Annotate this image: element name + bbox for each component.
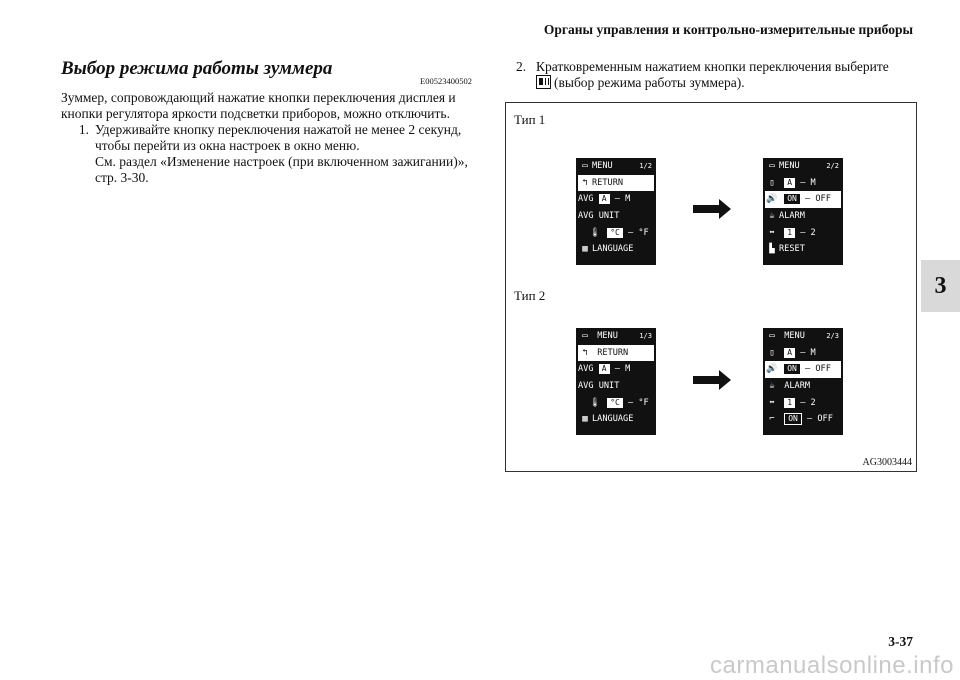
thermometer-icon: 🌡: [589, 227, 601, 238]
running-header: Органы управления и контрольно-измерительные приборы: [543, 22, 913, 37]
turn-signal-row: ⬌ 1 – 2: [765, 394, 841, 411]
toolbox-icon: ▭: [582, 331, 588, 342]
return-row: ↰ RETURN: [578, 175, 654, 192]
buzzer-icon: [536, 75, 551, 89]
alarm-row: ☕ ALARM: [765, 208, 841, 225]
left-column: [61, 90, 471, 186]
temp-row: 🌡 °C – °F: [589, 397, 649, 408]
turn-signal-icon: ⬌: [769, 227, 775, 238]
arrow-right-icon: [693, 199, 731, 219]
step-2-text-a: Кратковременным нажатием кнопки переключения выберите: [536, 59, 889, 74]
return-arrow-icon: ↰: [582, 347, 588, 358]
phone-icon: ▯: [769, 347, 775, 358]
turn-signal-row: ⬌ 1 – 2: [765, 224, 841, 241]
page-indicator: 1/3: [639, 332, 652, 340]
step-2-number: 2.: [516, 59, 527, 74]
intro-paragraph: Зуммер, сопровождающий нажатие кнопки переключения дисплея и кнопки регулятора яркости подсветки приборов, можно отключить.: [61, 90, 456, 121]
language-row: ▦ LANGUAGE: [578, 411, 654, 428]
language-row: ▦ LANGUAGE: [578, 241, 654, 258]
page-indicator: 2/3: [826, 332, 839, 340]
menu-row: ▭ MENU 1/2: [578, 158, 654, 175]
lcd-screen-type1-page2: [763, 158, 843, 265]
menu-row: ▭ MENU 2/2: [765, 158, 841, 175]
step-1-text: Удерживайте кнопку переключения нажатой не менее 2 секунд, чтобы перейти из окна настроек в окно меню.: [95, 122, 462, 153]
factory-icon: ▙: [769, 244, 775, 255]
step-2-text-b: (выбор режима работы зуммера).: [554, 75, 745, 90]
watermark: carmanualsonline.info: [710, 652, 954, 679]
step-1: [61, 122, 471, 186]
toolbox-icon: ▭: [769, 331, 775, 342]
section-code: E00523400502: [420, 76, 472, 86]
speaker-icon: 🔊: [766, 194, 778, 205]
avg-row: AVG A – M: [578, 194, 631, 205]
return-arrow-icon: ↰: [582, 177, 588, 188]
figure-code: AG3003444: [862, 457, 912, 468]
type-2-label: Тип 2: [514, 288, 546, 303]
page-indicator: 2/2: [826, 162, 839, 170]
thermometer-icon: 🌡: [589, 397, 601, 408]
language-icon: ▦: [582, 414, 588, 425]
reset-row: ▙ RESET: [765, 241, 841, 258]
avg-unit-row: AVG UNIT: [578, 381, 620, 392]
avg-unit-row: AVG UNIT: [578, 211, 620, 222]
turn-signal-icon: ⬌: [769, 397, 775, 408]
step-1-reference: См. раздел «Изменение настроек (при включенном зажигании)», стр. 3-30.: [95, 154, 468, 185]
language-icon: ▦: [582, 244, 588, 255]
figure-box: [505, 102, 917, 472]
wiper-icon: ⌐: [769, 414, 775, 425]
buzzer-row: 🔊 ON – OFF: [765, 361, 841, 378]
step-2: [516, 59, 916, 91]
return-row: ↰ RETURN: [578, 345, 654, 362]
type-1-label: Тип 1: [514, 112, 546, 127]
alarm-row: ☕ ALARM: [765, 378, 841, 395]
chapter-thumb-tab: 3: [921, 260, 960, 312]
display-mode-row: ▯ A – M: [765, 345, 841, 362]
avg-row: AVG A – M: [578, 364, 631, 375]
phone-icon: ▯: [769, 177, 775, 188]
page-number: 3-37: [888, 634, 913, 649]
toolbox-icon: ▭: [769, 161, 775, 172]
lcd-screen-type2-page2: [763, 328, 843, 435]
lcd-screen-type1-page1: [576, 158, 656, 265]
arrow-right-icon: [693, 370, 731, 390]
wiper-row: ⌐ ON – OFF: [765, 411, 841, 428]
coffee-cup-icon: ☕: [769, 211, 775, 222]
coffee-cup-icon: ☕: [769, 381, 775, 392]
section-title: Выбор режима работы зуммера: [61, 58, 333, 79]
buzzer-row: 🔊 ON – OFF: [765, 191, 841, 208]
temp-row: 🌡 °C – °F: [589, 227, 649, 238]
lcd-screen-type2-page1: [576, 328, 656, 435]
menu-row: ▭ MENU 1/3: [578, 328, 654, 345]
menu-row: ▭ MENU 2/3: [765, 328, 841, 345]
toolbox-icon: ▭: [582, 161, 588, 172]
step-1-number: 1.: [78, 122, 89, 137]
display-mode-row: ▯ A – M: [765, 175, 841, 192]
page-indicator: 1/2: [639, 162, 652, 170]
speaker-icon: 🔊: [766, 364, 778, 375]
